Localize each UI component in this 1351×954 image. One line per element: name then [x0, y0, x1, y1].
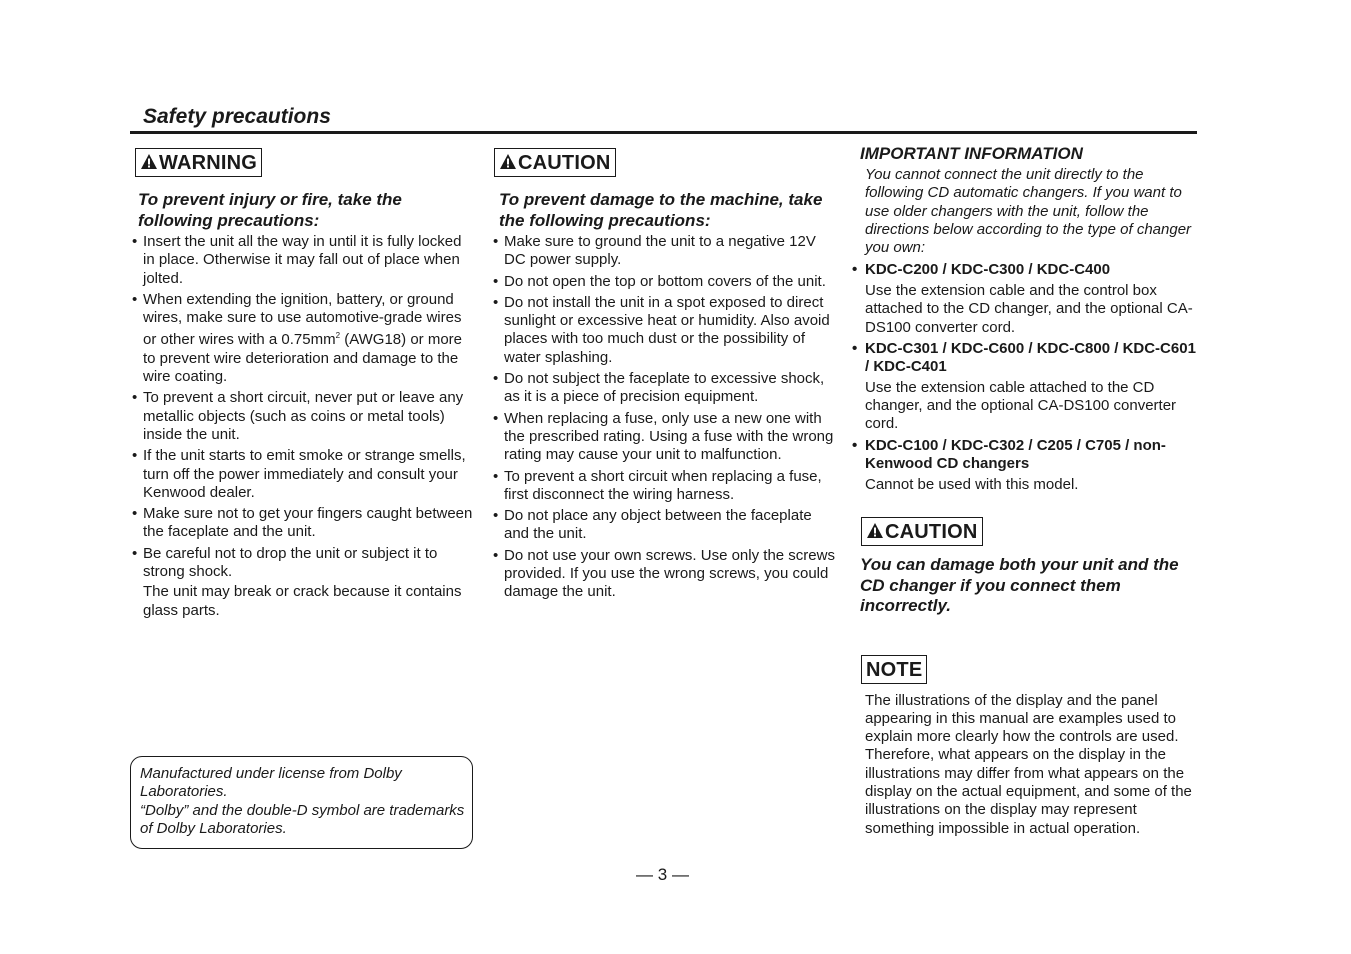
caution-item: • Do not use your own screws. Use only the screws provided. If you use the wrong screws, you could damage the unit.	[491, 547, 836, 602]
caution-item: • Make sure to ground the unit to a negative 12V DC power supply.	[491, 233, 836, 270]
model-group	[852, 261, 1198, 336]
warning-triangle-icon	[140, 153, 158, 170]
warning-wire-text: When extending the ignition, battery, or ground wires, make sure to use automotive-grade wires or other wires with a 0.75mm	[143, 290, 462, 349]
warning-wire-tail: (AWG18) or more to prevent wire deterioration and damage to the wire coating.	[143, 331, 462, 386]
warning-item: • Insert the unit all the way in until it is fully locked in place. Otherwise it may fall out of place when jolted.	[130, 233, 475, 288]
warning-label-box	[135, 148, 262, 177]
caution-item: • When replacing a fuse, only use a new one with the prescribed rating. Using a fuse with the wrong rating may cause your unit to malfunction.	[491, 410, 836, 465]
superscript: 2	[335, 331, 341, 341]
caution-item: • Do not install the unit in a spot exposed to direct sunlight or excessive heat or humidity. Also avoid places with too much dust or the possibility of water splashing.	[491, 294, 836, 367]
warning-item-wire	[130, 291, 475, 386]
license-line: Manufactured under license from Dolby Laboratories.	[140, 765, 402, 801]
model-group	[852, 340, 1198, 434]
caution-label-box	[861, 517, 983, 546]
warning-triangle-icon	[866, 522, 884, 539]
warning-list	[130, 233, 475, 581]
warning-item: • Be careful not to drop the unit or subject it to strong shock.	[130, 545, 475, 582]
model-group-heading: • KDC-C100 / KDC-C302 / C205 / C705 / non-Kenwood CD changers	[852, 437, 1198, 474]
note-label: NOTE	[866, 658, 923, 681]
model-group-heading: • KDC-C301 / KDC-C600 / KDC-C800 / KDC-C601 / KDC-C401	[852, 340, 1198, 377]
warning-item: • To prevent a short circuit, never put or leave any metallic objects (such as coins or metal tools) inside the unit.	[130, 389, 475, 444]
page-number: — 3 —	[636, 865, 689, 884]
warning-label: WARNING	[159, 152, 258, 174]
caution-item: • To prevent a short circuit when replacing a fuse, first disconnect the wiring harness.	[491, 468, 836, 505]
caution-item: • Do not open the top or bottom covers of the unit.	[491, 273, 836, 291]
warning-lead: To prevent injury or fire, take the following precautions:	[138, 190, 402, 230]
model-group-heading: • KDC-C200 / KDC-C300 / KDC-C400	[852, 261, 1198, 280]
changer-caution	[861, 517, 1198, 546]
caution-list	[491, 233, 836, 602]
warning-glass-note: The unit may break or crack because it contains glass parts.	[143, 583, 462, 619]
caution-item: • Do not place any object between the faceplate and the unit.	[491, 507, 836, 544]
license-line: “Dolby” and the double-D symbol are trademarks of Dolby Laboratories.	[140, 801, 465, 837]
model-group-text: Use the extension cable attached to the CD changer, and the optional CA-DS100 converter cord.	[865, 378, 1177, 433]
caution-section	[491, 148, 836, 605]
important-section	[852, 144, 1198, 838]
license-box	[130, 756, 473, 849]
caution-label-box	[494, 148, 616, 177]
warning-section	[130, 148, 475, 620]
page-title: Safety precautions	[143, 105, 331, 128]
model-group-text: Cannot be used with this model.	[865, 475, 1079, 493]
caution-item: • Do not subject the faceplate to excessive shock, as it is a piece of precision equipment.	[491, 370, 836, 407]
warning-item: • Make sure not to get your fingers caught between the faceplate and the unit.	[130, 505, 475, 542]
note-label-box	[861, 655, 927, 684]
caution-label: CAUTION	[885, 521, 978, 544]
caution-lead: To prevent damage to the machine, take the following precautions:	[499, 190, 823, 230]
title-rule	[130, 131, 1197, 134]
important-intro: You cannot connect the unit directly to the following CD automatic changers. If you want to use older changers with the unit, follow the directions below according to the type of changer you own:	[865, 166, 1192, 257]
note	[861, 655, 1198, 684]
model-group-text: Use the extension cable and the control box attached to the CD changer, and the optional CA-DS100 converter cord.	[865, 281, 1193, 336]
important-heading: IMPORTANT INFORMATION	[860, 144, 1083, 163]
warning-triangle-icon	[499, 153, 517, 170]
caution-label: CAUTION	[518, 152, 611, 174]
model-group	[852, 437, 1198, 494]
changer-caution-text: You can damage both your unit and the CD changer if you connect them incorrectly.	[860, 555, 1179, 616]
note-text: The illustrations of the display and the panel appearing in this manual are examples used to explain more clearly how the controls are used. Therefore, what appears on the display in the illustrations may differ from what appears on the display on the actual equipment, and some of the illustrations on the display may represent something impossible in actual operation.	[865, 691, 1192, 837]
warning-item: • If the unit starts to emit smoke or strange smells, turn off the power immediately and consult your Kenwood dealer.	[130, 447, 475, 502]
